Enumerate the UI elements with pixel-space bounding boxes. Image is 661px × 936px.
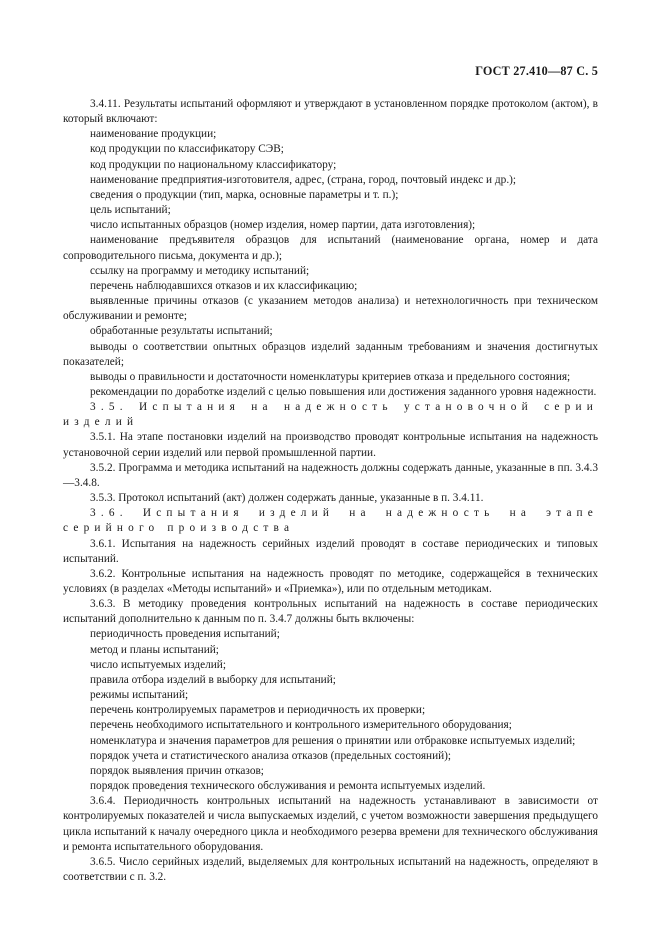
list-item: выявленные причины отказов (с указанием методов анализа) и нетехнологичность при техническом обслуживании и ремонте; xyxy=(63,295,598,323)
paragraph: 3.6.2. Контрольные испытания на надежность проводят по методике, содержащейся в технических условиях (в разделах «Методы испытаний» и «Приемка»), или по отдельным методикам. xyxy=(63,567,598,595)
list-item: метод и планы испытаний; xyxy=(90,643,219,656)
paragraph: 3.5.3. Протокол испытаний (акт) должен содержать данные, указанные в п. 3.4.11. xyxy=(90,492,484,505)
list-item: правила отбора изделий в выборку для испытаний; xyxy=(90,673,336,686)
list-item: перечень контролируемых параметров и периодичность их проверки; xyxy=(90,704,426,717)
list-item: порядок учета и статистического анализа отказов (предельных состояний); xyxy=(90,749,452,762)
list-item: наименование предъявителя образцов для испытаний (наименование органа, номер и дата сопроводительного письма, документа и др.); xyxy=(63,234,598,262)
list-item: код продукции по классификатору СЭВ; xyxy=(90,143,284,156)
page-header: ГОСТ 27.410—87 С. 5 xyxy=(475,64,598,78)
document-body xyxy=(63,97,598,885)
list-item: обработанные результаты испытаний; xyxy=(90,325,273,338)
list-item: сведения о продукции (тип, марка, основные параметры и т. п.); xyxy=(90,188,399,201)
paragraph: 3.4.11. Результаты испытаний оформляют и утверждают в установленном порядке протоколом (актом), в который включают: xyxy=(63,98,598,126)
list-item: порядок выявления причин отказов; xyxy=(90,764,264,777)
list-item: номенклатура и значения параметров для решения о принятии или отбраковке испытуемых изделий; xyxy=(90,734,576,747)
list-item: рекомендации по доработке изделий с целью повышения или достижения заданного уровня надежности. xyxy=(90,385,597,398)
list-item: периодичность проведения испытаний; xyxy=(90,628,280,641)
list-item: число испытуемых изделий; xyxy=(90,658,226,671)
section-heading: 3.6. Испытания изделий на надежность на этапе серийного производства xyxy=(63,507,598,535)
list-item: цель испытаний; xyxy=(90,204,171,217)
paragraph: 3.6.3. В методику проведения контрольных испытаний на надежность в составе периодических испытаний дополнительно к данным по п. 3.4.7 должны быть включены: xyxy=(63,598,598,626)
list-item: перечень необходимого испытательного и контрольного измерительного оборудования; xyxy=(90,719,512,732)
paragraph: 3.6.1. Испытания на надежность серийных изделий проводят в составе периодических и типовых испытаний. xyxy=(63,537,598,565)
paragraph: 3.5.2. Программа и методика испытаний на надежность должны содержать данные, указанные в пп. 3.4.3—3.4.8. xyxy=(63,461,598,489)
section-heading: 3.5. Испытания на надежность установочной серии изделий xyxy=(63,401,598,429)
list-item: выводы о правильности и достаточности номенклатуры критериев отказа и предельного состояния; xyxy=(90,370,571,383)
paragraph: 3.6.5. Число серийных изделий, выделяемых для контрольных испытаний на надежность, определяют в соответствии с п. 3.2. xyxy=(63,855,598,883)
paragraph: 3.6.4. Периодичность контрольных испытаний на надежность устанавливают в зависимости от контролируемых показателей и числа выпускаемых изделий, с учетом возможности завершения предыдущего цикла испытаний к началу очередного цикла и необходимого резерва времени для технического обслуживания и ремонта испытательного оборудования. xyxy=(63,795,598,853)
list-item: наименование продукции; xyxy=(90,128,217,141)
list-item: перечень наблюдавшихся отказов и их классификацию; xyxy=(90,279,358,292)
list-item: наименование предприятия-изготовителя, адрес, (страна, город, почтовый индекс и др.); xyxy=(90,173,517,186)
paragraph: 3.5.1. На этапе постановки изделий на производство проводят контрольные испытания на надежность установочной серии изделий или первой промышленной партии. xyxy=(63,431,598,459)
list-item: порядок проведения технического обслуживания и ремонта испытуемых изделий. xyxy=(90,780,486,793)
list-item: код продукции по национальному классификатору; xyxy=(90,158,337,171)
list-item: выводы о соответствии опытных образцов изделий заданным требованиям и значения достигнутых показателей; xyxy=(63,340,598,368)
list-item: число испытанных образцов (номер изделия, номер партии, дата изготовления); xyxy=(90,219,476,232)
list-item: ссылку на программу и методику испытаний; xyxy=(90,264,310,277)
list-item: режимы испытаний; xyxy=(90,689,189,702)
